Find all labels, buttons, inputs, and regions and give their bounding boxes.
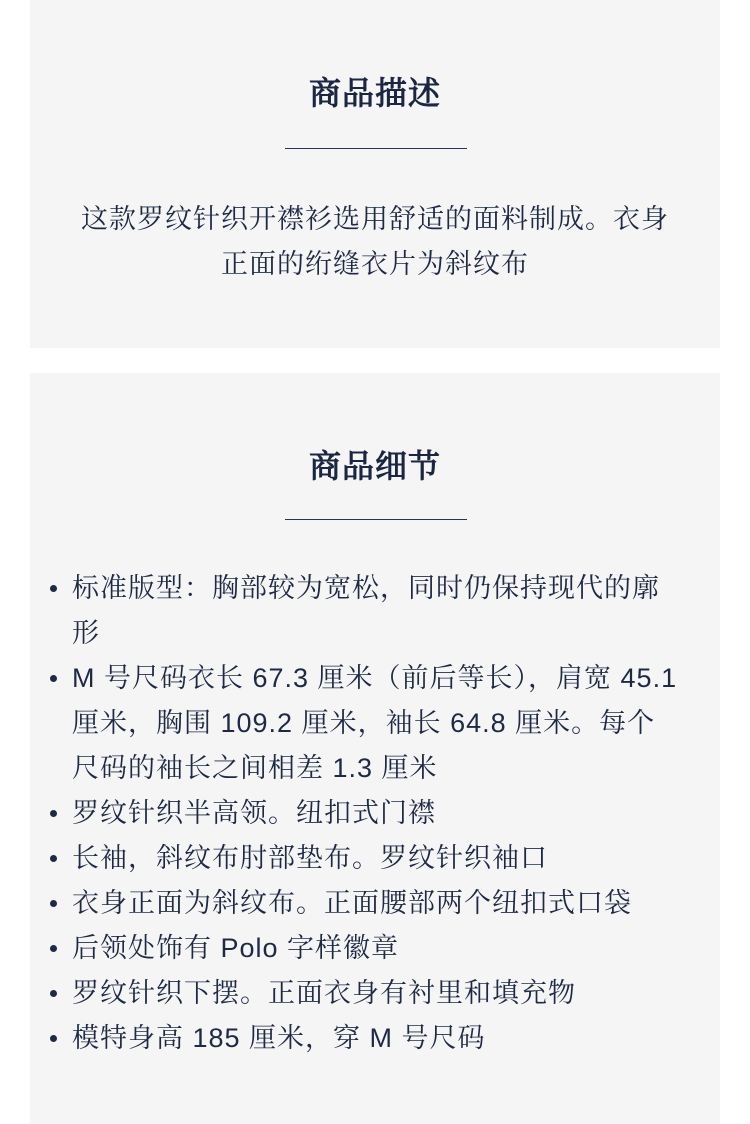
bullet-icon (50, 990, 57, 997)
detail-item (72, 836, 682, 881)
bullet-icon (50, 855, 57, 862)
bullet-icon (50, 900, 57, 907)
details-title: 商品细节 (308, 448, 441, 484)
detail-item-text: 衣身正面为斜纹布。正面腰部两个纽扣式口袋 (72, 888, 632, 918)
bullet-icon (50, 1035, 57, 1042)
description-title: 商品描述 (308, 75, 441, 111)
detail-item-text: 标准版型：胸部较为宽松，同时仍保持现代的廓形 (72, 573, 660, 648)
detail-item (72, 926, 682, 971)
bullet-icon (50, 810, 57, 817)
detail-item (72, 566, 682, 656)
product-description-section (30, 0, 720, 348)
detail-item-text: 罗纹针织半高领。纽扣式门襟 (72, 798, 436, 828)
detail-item (72, 971, 682, 1016)
detail-item-text: 长袖，斜纹布肘部垫布。罗纹针织袖口 (72, 843, 548, 873)
detail-item-text: M 号尺码衣长 67.3 厘米（前后等长），肩宽 45.1 厘米，胸围 109.2 厘米，袖长 64.8 厘米。每个尺码的袖长之间相差 1.3 厘米 (72, 663, 678, 783)
detail-item (72, 656, 682, 791)
description-divider (285, 148, 467, 149)
product-details-section (30, 373, 720, 1124)
detail-item-text: 模特身高 185 厘米，穿 M 号尺码 (72, 1023, 486, 1053)
detail-item-text: 后领处饰有 Polo 字样徽章 (72, 933, 400, 963)
details-divider (285, 519, 467, 520)
description-text: 这款罗纹针织开襟衫选用舒适的面料制成。衣身正面的绗缝衣片为斜纹布 (81, 204, 669, 279)
detail-item (72, 791, 682, 836)
bullet-icon (50, 675, 57, 682)
detail-item (72, 881, 682, 926)
bullet-icon (50, 585, 57, 592)
bullet-icon (50, 945, 57, 952)
details-list (72, 566, 682, 1061)
detail-item-text: 罗纹针织下摆。正面衣身有衬里和填充物 (72, 978, 576, 1008)
detail-item (72, 1016, 682, 1061)
